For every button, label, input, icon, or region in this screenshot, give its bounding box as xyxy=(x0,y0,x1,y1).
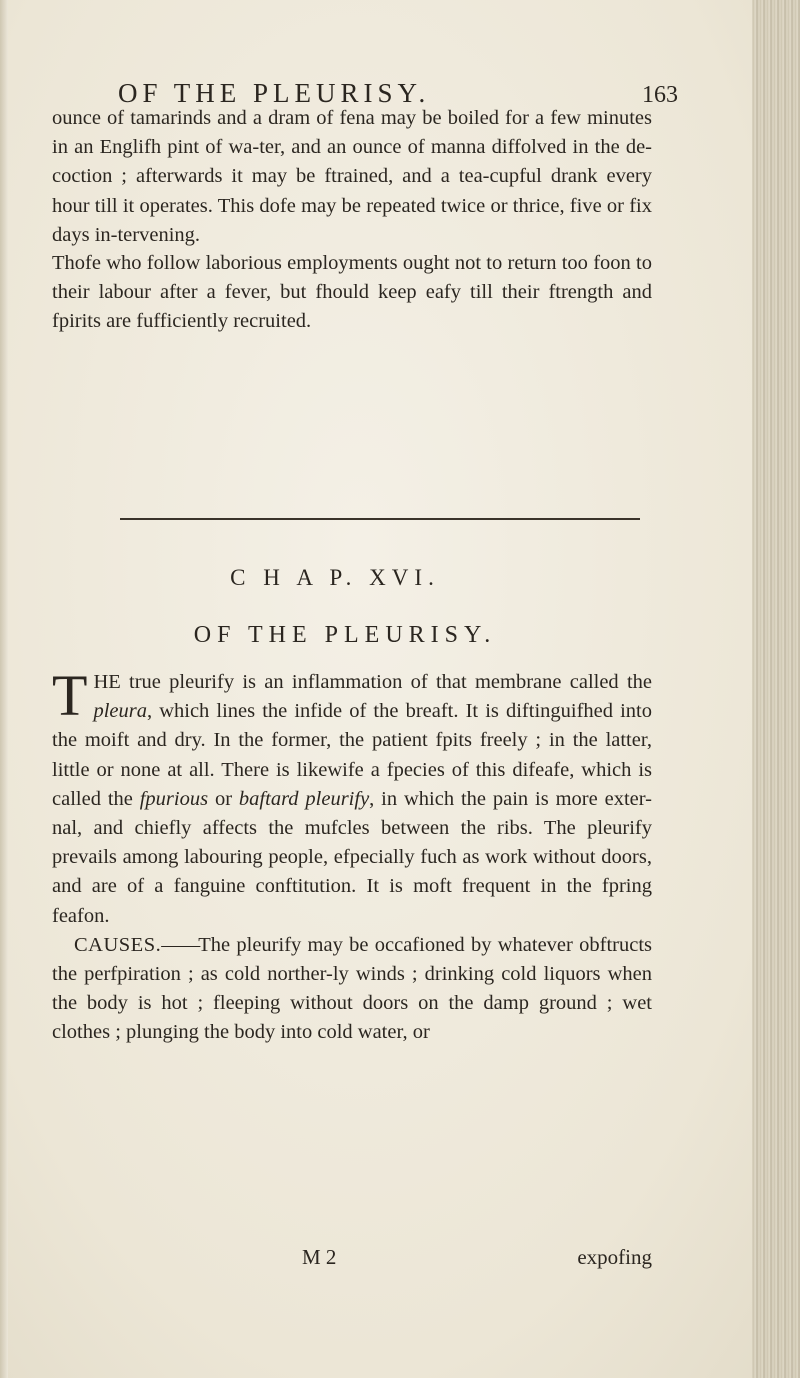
catchword: expofing xyxy=(577,1245,652,1269)
italic-term: pleura xyxy=(93,700,147,723)
text-segment: or xyxy=(208,787,239,810)
page-footer xyxy=(52,1245,652,1275)
chapter-title: OF THE PLEURISY. xyxy=(193,622,497,648)
italic-term: baftard pleurify xyxy=(238,787,370,810)
em-dash: —— xyxy=(161,933,199,956)
text-segment: , in which the pain is more exter-nal, and chiefly affects the mufcles between the ribs. The pleurify prevails among labouring people, efpecially fuch as work without doors, and are of a fanguine conftitution. It is moft frequent in the fpring feafon. xyxy=(52,787,652,927)
text-segment: , which lines the infide of the breaft. It is diftinguifhed into the moift and dry. In the former, the patient fpits freely ; in the latter, little or none at all. There is likewife a fpecies of this difeafe, which is called the xyxy=(52,700,652,810)
paragraph-tamarinds: ounce of tamarinds and a dram of fena may be boiled for a few minutes in an Englifh pint of wa-ter, and an ounce of manna diffolved in the de-coction ; afterwards it may be ftrained, and a tea-cupful drank every hour till it operates. This dofe may be repeated twice or thrice, five or fix days in-tervening. xyxy=(52,107,652,246)
drop-cap: T xyxy=(52,663,88,728)
page-edge-left xyxy=(0,0,8,1378)
italic-term: fpurious xyxy=(139,787,209,810)
causes-heading: CAUSES. xyxy=(74,933,162,956)
chapter-heading: C H A P. XVI. xyxy=(230,565,440,590)
text-segment: The pleurify may be occafioned by whatever obftructs the perfpiration ; as cold norther-ly winds ; drinking cold liquors when the body is hot ; fleeping without doors on the damp ground ; wet clothes ; plunging the body into cold water, or xyxy=(52,933,652,1044)
text-segment: HE true pleurify is an inflammation of that membrane called the xyxy=(93,671,652,693)
page-number: 163 xyxy=(642,82,678,108)
running-title: OF THE PLEURISY. xyxy=(118,78,431,108)
paragraph-pleurisy xyxy=(52,663,652,1048)
section-divider xyxy=(120,518,640,520)
signature-mark: M 2 xyxy=(302,1245,337,1269)
paragraph-labourers: Thofe who follow laborious employments ought not to return too foon to their labour after a fever, but fhould keep eafy till their ftrength and fpirits are fufficiently recruited. xyxy=(52,252,652,333)
page-edge-right xyxy=(752,0,800,1378)
